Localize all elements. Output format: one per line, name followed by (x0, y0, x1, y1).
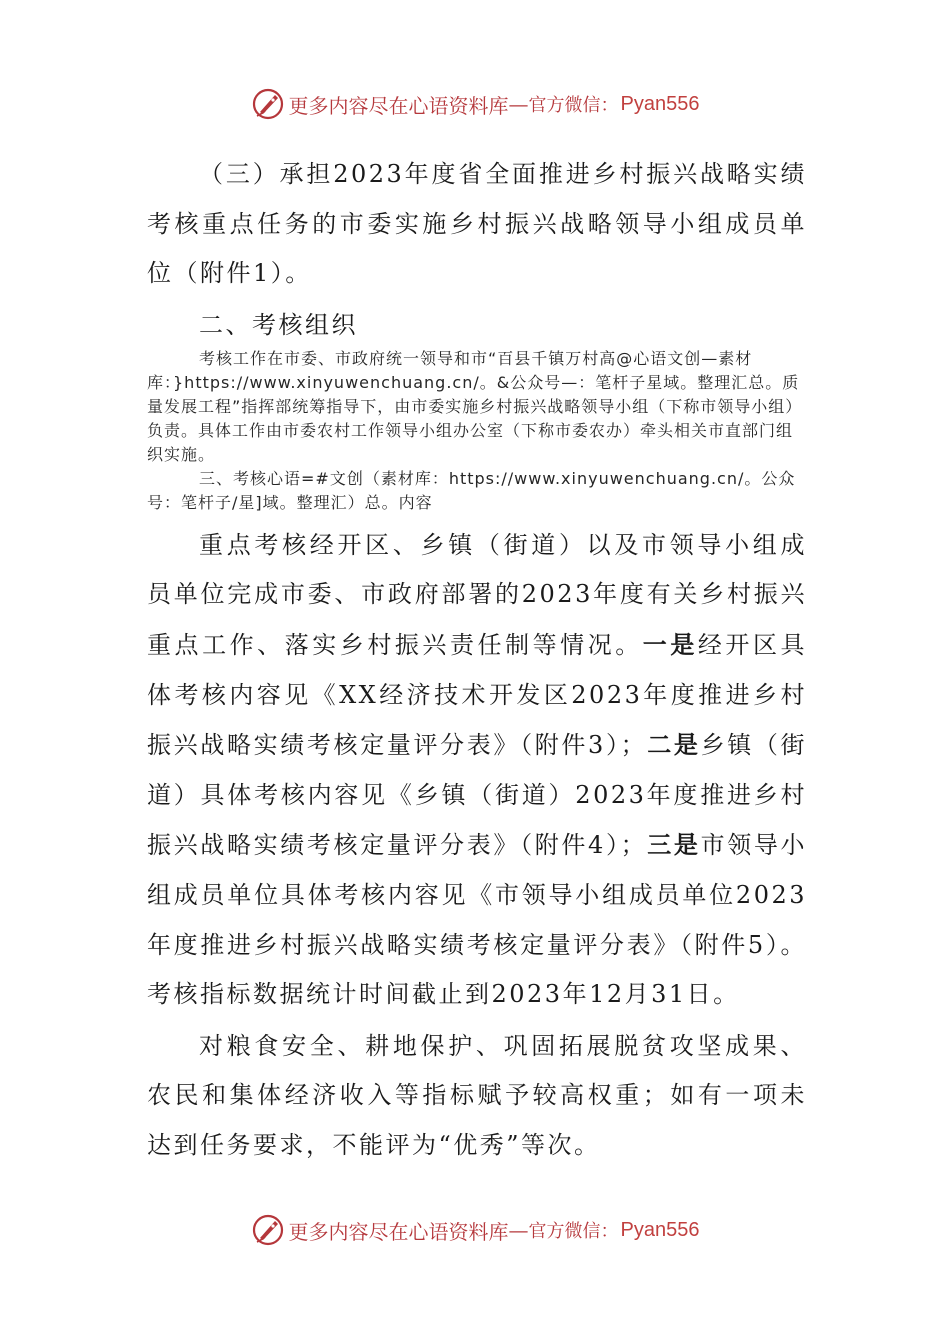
quill-logo-icon (251, 1213, 285, 1247)
watermark-banner-top (0, 84, 950, 124)
item-3-paragraph: （三）承担2023年度省全面推进乡村振兴战略实绩考核重点任务的市委实施乡村振兴战略领导小组成员单位（附件1）。 (147, 160, 807, 288)
section-heading-organization: 二、考核组织 (199, 310, 358, 339)
watermark-dash: — (508, 92, 529, 116)
watermark-banner-bottom (0, 1210, 950, 1250)
watermark-account-label: 官方微信： (528, 1221, 619, 1242)
watermark-account-id: Pyan556 (620, 92, 700, 115)
lead-marker-1: 一是 (642, 629, 698, 659)
inserted-note-1: 考核工作在市委、市政府统一领导和市“百县千镇万村高@心语文创—素材库：}https://www.xinyuwenchuang.cn/。&公众号—：笔杆子星域。整理汇总。质量发展工程”指挥部统筹指导下，由市委实施乡村振兴战略领导小组（下称市领导小组）负责。具体工作由市委农村工作领导小组办公室（下称市委农办）牵头相关市直部门组织实施。 (147, 348, 803, 464)
inserted-note-2: 三、考核心语=#文创（素材库：https://www.xinyuwenchuang.cn/。公众号：笔杆子/星]域。整理汇）总。内容 (147, 468, 796, 512)
watermark-site-name: 更多内容尽在心语资料库 (288, 1219, 509, 1244)
quill-logo-icon (251, 87, 285, 121)
watermark-site-name: 更多内容尽在心语资料库 (288, 93, 509, 118)
content-part-3: 乡镇（街道）具体考核内容见《乡镇（街道）2023年度推进乡村振兴战略实绩考核定量评分表》（附件4）； (147, 731, 808, 860)
content-part-1: 重点考核经开区、乡镇（街道）以及市领导小组成员单位完成市委、市政府部署的2023年度有关乡村振兴重点工作、落实乡村振兴责任制等情况。 (147, 530, 807, 659)
watermark-account-id: Pyan556 (620, 1218, 700, 1241)
content-part-4: 市领导小组成员单位具体考核内容见《市领导小组成员单位2023年度推进乡村振兴战略实绩考核定量评分表》（附件5）。考核指标数据统计时间截止到2023年12月31日。 (147, 831, 808, 1009)
document-page (147, 150, 807, 1171)
content-part-2: 经开区具体考核内容见《XX经济技术开发区2023年度推进乡村振兴战略实绩考核定量评分表》（附件3）； (147, 630, 808, 760)
lead-marker-2: 二是 (647, 730, 701, 760)
weighting-paragraph: 对粮食安全、耕地保护、巩固拓展脱贫攻坚成果、农民和集体经济收入等指标赋予较高权重；如有一项未达到任务要求，不能评为“优秀”等次。 (147, 1031, 807, 1159)
lead-marker-3: 三是 (647, 830, 701, 860)
content-paragraph (147, 521, 807, 1020)
watermark-account-label: 官方微信： (528, 95, 619, 116)
watermark-dash: — (508, 1218, 529, 1242)
